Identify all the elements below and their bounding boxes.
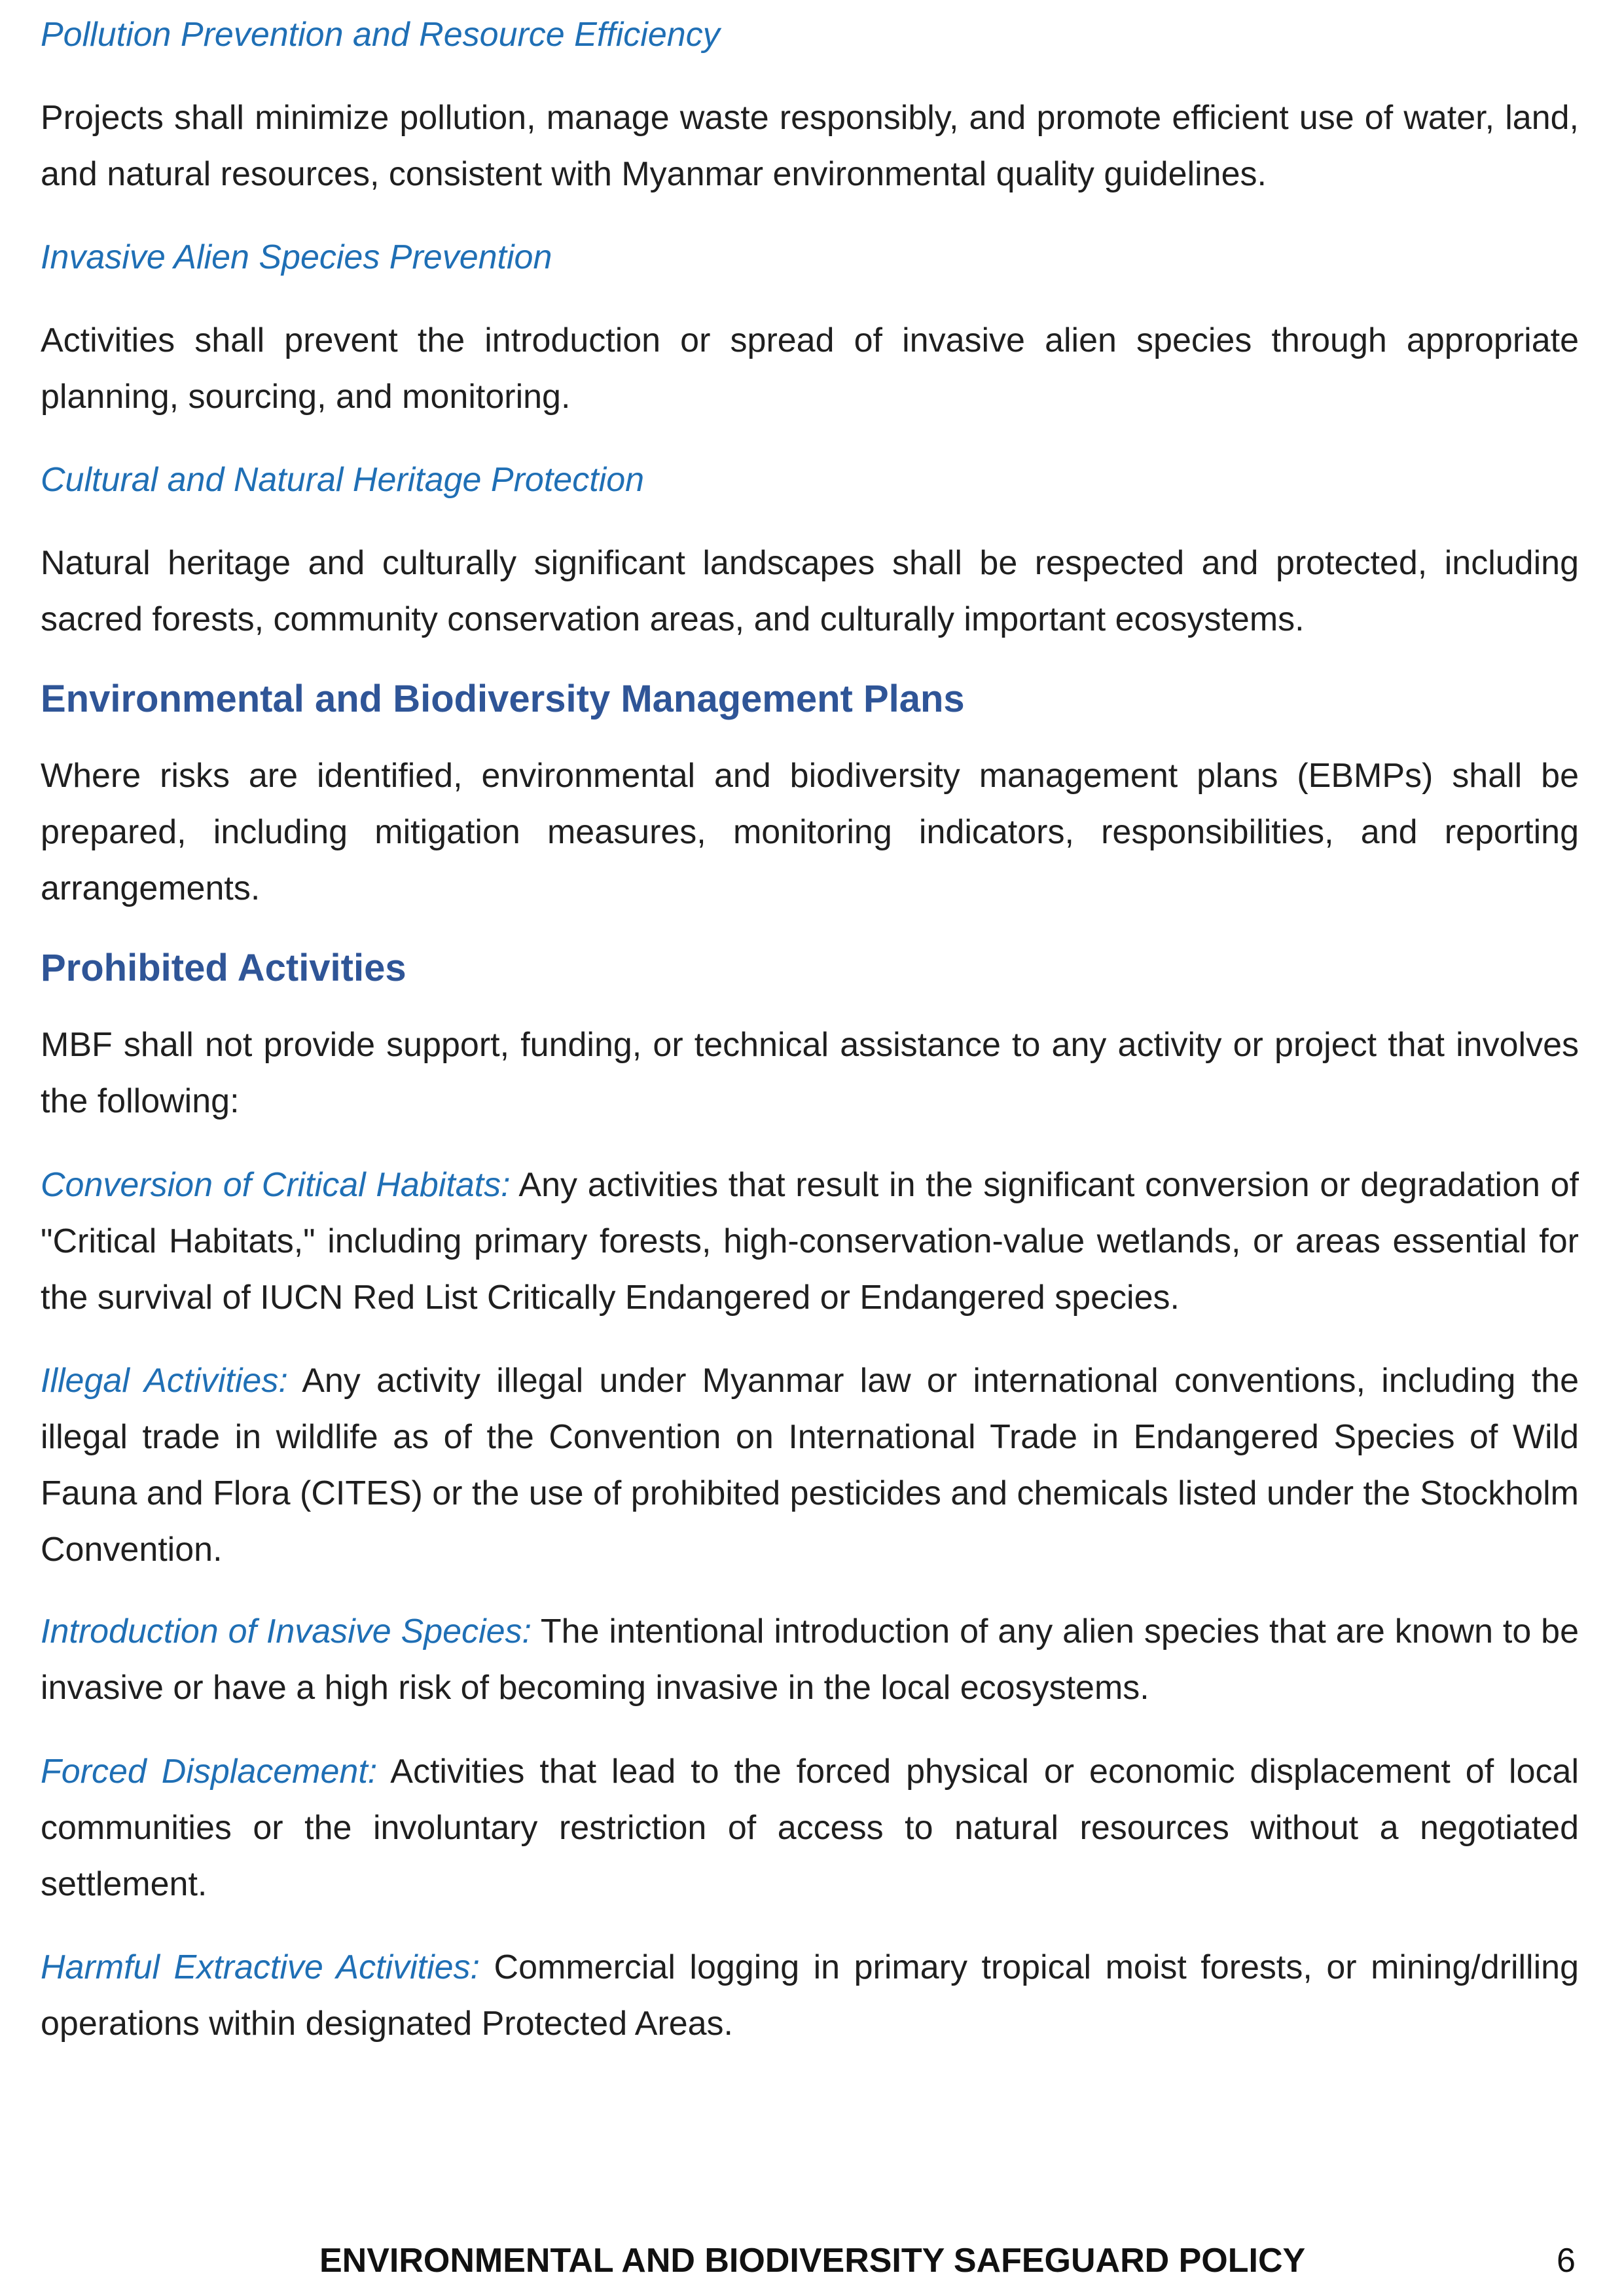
heritage-paragraph: Natural heritage and culturally significant landscapes shall be respected and protected, including sacred forests, community conservation areas, and culturally important ecosystems.: [41, 544, 1579, 638]
prohibited-item-text: Activities that lead to the forced physical or economic displacement of local communities or the involuntary restriction of access to natural resources without a negotiated settlement.: [41, 1753, 1579, 1903]
pollution-heading: Pollution Prevention and Resource Efficiency: [41, 16, 720, 54]
page-number: 6: [1557, 2242, 1576, 2280]
pollution-paragraph: Projects shall minimize pollution, manage waste responsibly, and promote efficient use of water, land, and natural resources, consistent with Myanmar environmental quality guidelines.: [41, 99, 1579, 193]
prohibited-item-text: Commercial logging in primary tropical moist forests, or mining/drilling operations within designated Protected Areas.: [41, 1948, 1579, 2043]
prohibited-item-label: Conversion of Critical Habitats:: [41, 1166, 511, 1204]
prohibited-item-label: Illegal Activities:: [41, 1362, 288, 1400]
footer-title: ENVIRONMENTAL AND BIODIVERSITY SAFEGUARD POLICY: [319, 2242, 1306, 2280]
prohibited-item-label: Introduction of Invasive Species:: [41, 1613, 532, 1650]
ebmp-heading: Environmental and Biodiversity Management Plans: [41, 678, 965, 720]
prohibited-item: [41, 1743, 1579, 1912]
prohibited-item-label: Forced Displacement:: [41, 1753, 378, 1791]
heritage-heading: Cultural and Natural Heritage Protection: [41, 461, 645, 499]
ebmp-paragraph: Where risks are identified, environmental and biodiversity management plans (EBMPs) shall be prepared, including mitigation measures, monitoring indicators, responsibilities, and reporting arrangements.: [41, 757, 1579, 907]
prohibited-item: [41, 1353, 1579, 1578]
prohibited-item-text: Any activities that result in the significant conversion or degradation of "Critical Habitats," including primary forests, high-conservation-value wetlands, or areas essential for the survival of IUCN Red List Critically Endangered or Endangered species.: [41, 1166, 1579, 1317]
invasive-heading: Invasive Alien Species Prevention: [41, 238, 552, 276]
invasive-paragraph: Activities shall prevent the introduction or spread of invasive alien species through appropriate planning, sourcing, and monitoring.: [41, 321, 1579, 416]
prohibited-item-label: Harmful Extractive Activities:: [41, 1948, 480, 1986]
prohibited-item: [41, 1157, 1579, 1326]
prohibited-item: [41, 1603, 1579, 1716]
prohibited-heading: Prohibited Activities: [41, 947, 406, 989]
prohibited-intro: MBF shall not provide support, funding, or technical assistance to any activity or project that involves the following:: [41, 1026, 1579, 1120]
prohibited-item-text: The intentional introduction of any alien species that are known to be invasive or have a high risk of becoming invasive in the local ecosystems.: [41, 1613, 1579, 1707]
prohibited-item: [41, 1939, 1579, 2052]
prohibited-item-text: Any activity illegal under Myanmar law or international conventions, including the illegal trade in wildlife as of the Convention on International Trade in Endangered Species of Wild Fauna and Flora (CITES) or the use of prohibited pesticides and chemicals listed under the Stockholm Convention.: [41, 1362, 1579, 1569]
